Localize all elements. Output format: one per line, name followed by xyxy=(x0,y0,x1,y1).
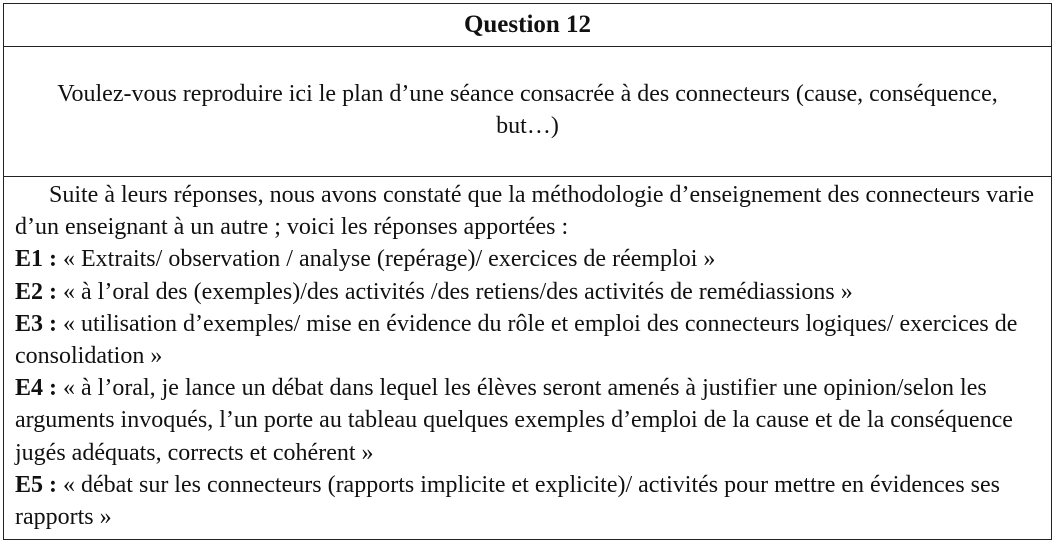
table-header-row xyxy=(4,4,1051,47)
response-e2 xyxy=(15,276,1041,308)
response-text: « à l’oral des (exemples)/des activités /des retiens/des activités de remédiassions » xyxy=(63,278,853,305)
question-text: Voulez-vous reproduire ici le plan d’une séance consacrée à des connecteurs (cause, conséquence, but…) xyxy=(57,80,998,139)
response-text: « à l’oral, je lance un débat dans lequel les élèves seront amenés à justifier une opinion/selon les arguments invoqués, l’un porte au tableau quelques exemples d’emploi de la cause et de la conséquence jugés adéquats, corrects et cohérent » xyxy=(15,375,1013,466)
response-e4 xyxy=(15,372,1041,469)
answer-row xyxy=(4,177,1051,539)
question-title: Question 12 xyxy=(463,11,592,38)
response-text: « débat sur les connecteurs (rapports implicite et explicite)/ activités pour mettre en évidences ses rapports » xyxy=(15,471,1000,531)
response-label: E4 : xyxy=(15,375,57,402)
response-e1 xyxy=(15,243,1041,275)
answer-intro: Suite à leurs réponses, nous avons constaté que la méthodologie d’enseignement des connecteurs varie d’un enseignant à un autre ; voici les réponses apportées : xyxy=(15,182,1035,241)
question-table xyxy=(3,3,1052,540)
response-label: E1 : xyxy=(15,246,57,273)
response-text: « utilisation d’exemples/ mise en évidence du rôle et emploi des connecteurs logiques/ exercices de consolidation » xyxy=(15,310,1018,370)
response-label: E3 : xyxy=(15,310,57,337)
response-text: « Extraits/ observation / analyse (repérage)/ exercices de réemploi » xyxy=(63,246,716,273)
response-e5 xyxy=(15,469,1041,533)
question-row xyxy=(4,47,1051,177)
response-label: E2 : xyxy=(15,278,57,305)
response-e3 xyxy=(15,308,1041,372)
response-label: E5 : xyxy=(15,471,57,498)
